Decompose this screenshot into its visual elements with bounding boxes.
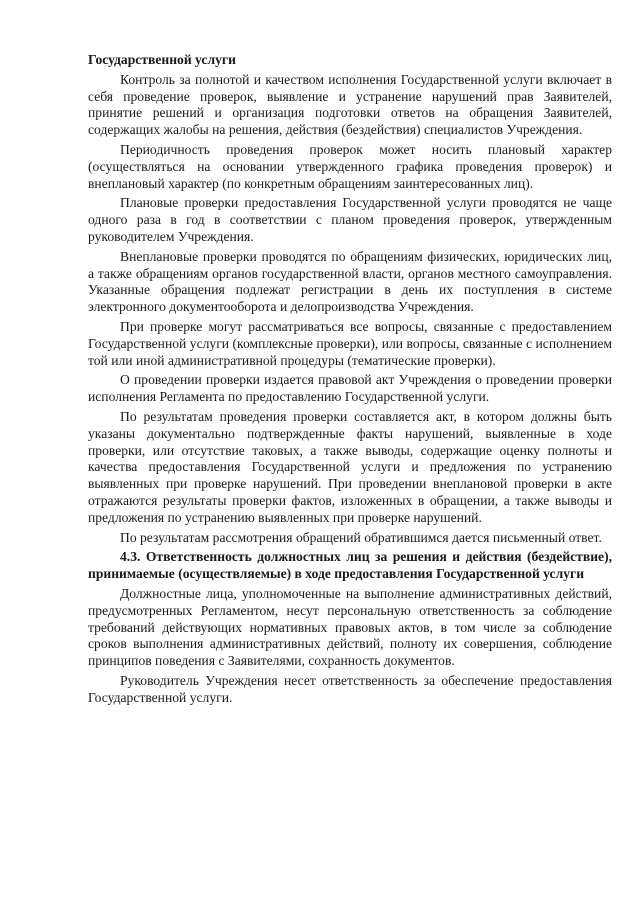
- paragraph-periodicity: Периодичность проведения проверок может носить плановый характер (осуществляться на основании утвержденного графика проведения проверок) и внеплановый характер (по конкретным обращениям заинтересованных лиц).: [88, 141, 612, 191]
- paragraph-written-answer: По результатам рассмотрения обращений обратившимся дается письменный ответ.: [120, 529, 602, 545]
- paragraph-control: Контроль за полнотой и качеством исполнения Государственной услуги включает в себя проведение проверок, выявление и устранение нарушений прав Заявителей, принятие решений и организация подготовки ответов на обращения Заявителей, содержащих жалобы на решения, действия (бездействия) специалистов Учреждения.: [88, 71, 612, 138]
- paragraph-check-results: По результатам проведения проверки составляется акт, в котором должны быть указаны документально подтвержденные факты нарушений, выявленные в ходе проверки, или отсутствие таковых, а также выводы, содержащие оценку полноты и качества предоставления Государственной услуги и предложения по устранению выявленных при проверке нарушений. При проведении внеплановой проверки в акте отражаются результаты проверки фактов, изложенных в обращении, а также выводы и предложения по устранению выявленных при проверке нарушений.: [88, 408, 612, 525]
- paragraph-unplanned-checks: Внеплановые проверки проводятся по обращениям физических, юридических лиц, а также обращениям органов государственной власти, органов местного самоуправления. Указанные обращения подлежат регистрации в день их поступления в системе электронного документооборота и делопроизводства Учреждения.: [88, 248, 612, 315]
- paragraph-planned-checks: Плановые проверки предоставления Государственной услуги проводятся не чаще одного раза в год в соответствии с планом проведения проверок, утвержденным руководителем Учреждения.: [88, 195, 612, 244]
- document-page: [88, 52, 612, 709]
- section-heading: 4.3. Ответственность должностных лиц за решения и действия (бездействие), принимаемые (осуществляемые) в ходе предоставления Государственной услуги: [88, 549, 612, 582]
- heading-tail: Государственной услуги: [88, 52, 236, 67]
- paragraph-head-responsibility: Руководитель Учреждения несет ответственность за обеспечение предоставления Государственной услуги.: [88, 672, 612, 705]
- paragraph-legal-act: О проведении проверки издается правовой акт Учреждения о проведении проверки исполнения Регламента по предоставлению Государственной услуги.: [88, 372, 612, 405]
- paragraph-officials-responsibility: Должностные лица, уполномоченные на выполнение административных действий, предусмотренных Регламентом, несут персональную ответственность за соблюдение требований действующих нормативных правовых актов, в том числе за соблюдение сроков выполнения административных действий, полноту их совершения, соблюдение принципов поведения с Заявителями, сохранность документов.: [88, 585, 612, 669]
- paragraph-check-scope: При проверке могут рассматриваться все вопросы, связанные с предоставлением Государственной услуги (комплексные проверки), или вопросы, связанные с исполнением той или иной административной процедуры (тематические проверки).: [88, 318, 612, 368]
